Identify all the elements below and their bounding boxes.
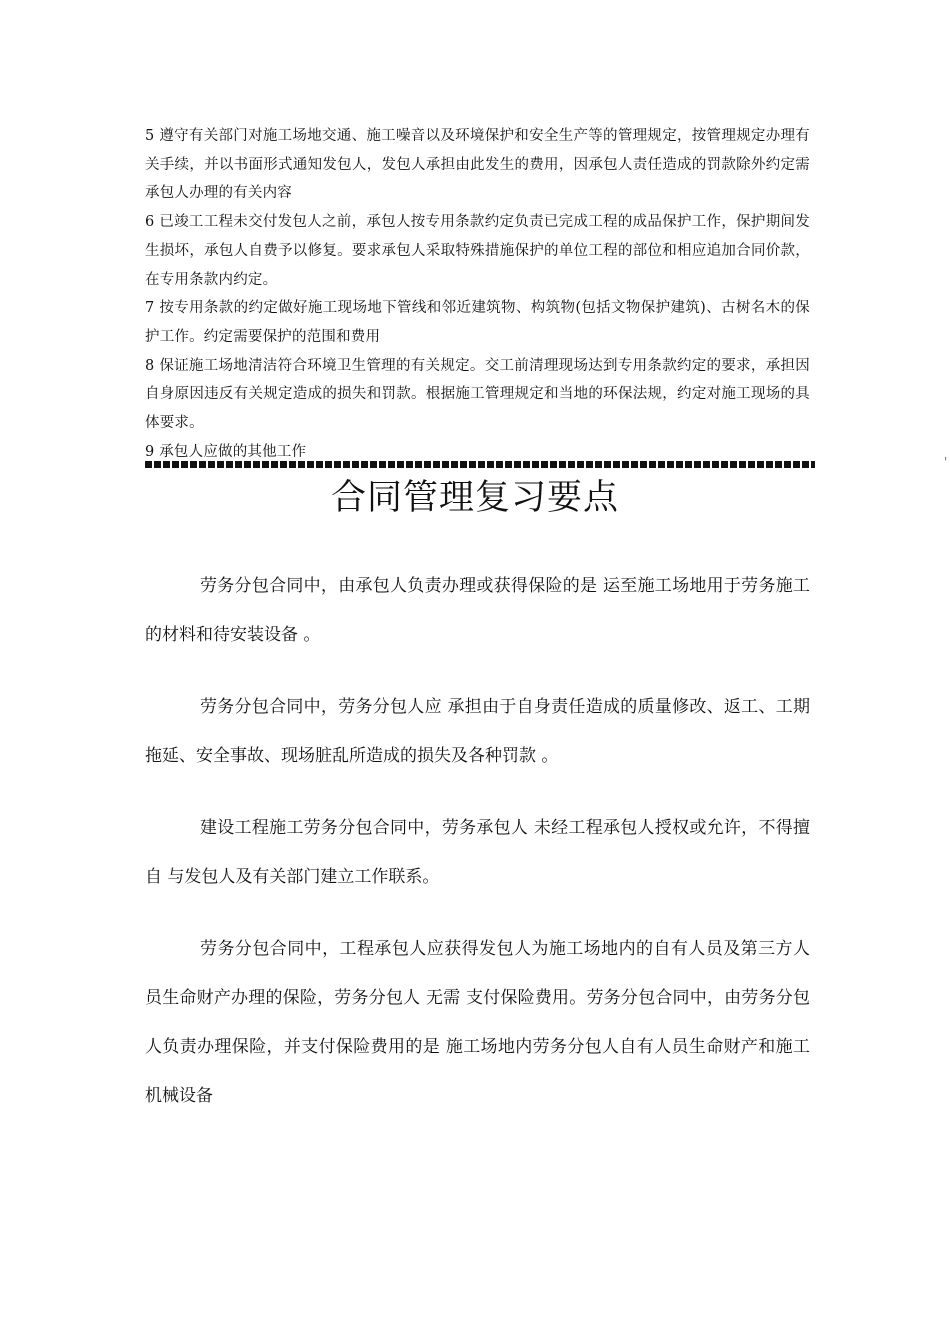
clause-item-8: 8 保证施工场地清洁符合环境卫生管理的有关规定。交工前清理现场达到专用条款约定的要求，承担因自身原因违反有关规定造成的损失和罚款。根据施工管理规定和当地的环保法规，约定对施工现场的具体要求。 [145,357,810,432]
review-paragraph-4: 劳务分包合同中，工程承包人应获得发包人为施工场地内的自有人员及第三方人员生命财产办理的保险，劳务分包人 无需 支付保险费用。劳务分包合同中，由劳务分包人负责办理保险，并支付保险费用的是 施工场地内劳务分包人自有人员生命财产和施工机械设备 [145,939,810,1106]
clause-item-6: 6 已竣工工程未交付发包人之前，承包人按专用条款约定负责已完成工程的成品保护工作，保护期间发生损坏，承包人自费予以修复。要求承包人采取特殊措施保护的单位工程的部位和相应追加合同价款，在专用条款内约定。 [145,214,810,288]
page-title: 合同管理复习要点 [330,478,619,518]
clause-item-9: 9 承包人应做的其他工作 [145,443,307,460]
review-paragraph-1: 劳务分包合同中，由承包人负责办理或获得保险的是 运至施工场地用于劳务施工的材料和待安装设备 。 [145,576,810,645]
clause-list [145,122,810,466]
review-points [145,562,810,1121]
section-divider [145,461,815,468]
clause-item-7: 7 按专用条款的约定做好施工现场地下管线和邻近建筑物、构筑物(包括文物保护建筑)、古树名木的保护工作。约定需要保护的范围和费用 [145,300,810,345]
clause-item-5: 5 遵守有关部门对施工场地交通、施工噪音以及环境保护和安全生产等的管理规定，按管理规定办理有关手续，并以书面形式通知发包人，发包人承担由此发生的费用，因承包人责任造成的罚款除外约定需承包人办理的有关内容 [145,128,810,202]
edge-mark: ' [944,455,948,469]
review-paragraph-3: 建设工程施工劳务分包合同中，劳务承包人 未经工程承包人授权或允许，不得擅自 与发包人及有关部门建立工作联系。 [145,818,810,887]
review-paragraph-2: 劳务分包合同中，劳务分包人应 承担由于自身责任造成的质量修改、返工、工期拖延、安全事故、现场脏乱所造成的损失及各种罚款 。 [145,697,810,766]
